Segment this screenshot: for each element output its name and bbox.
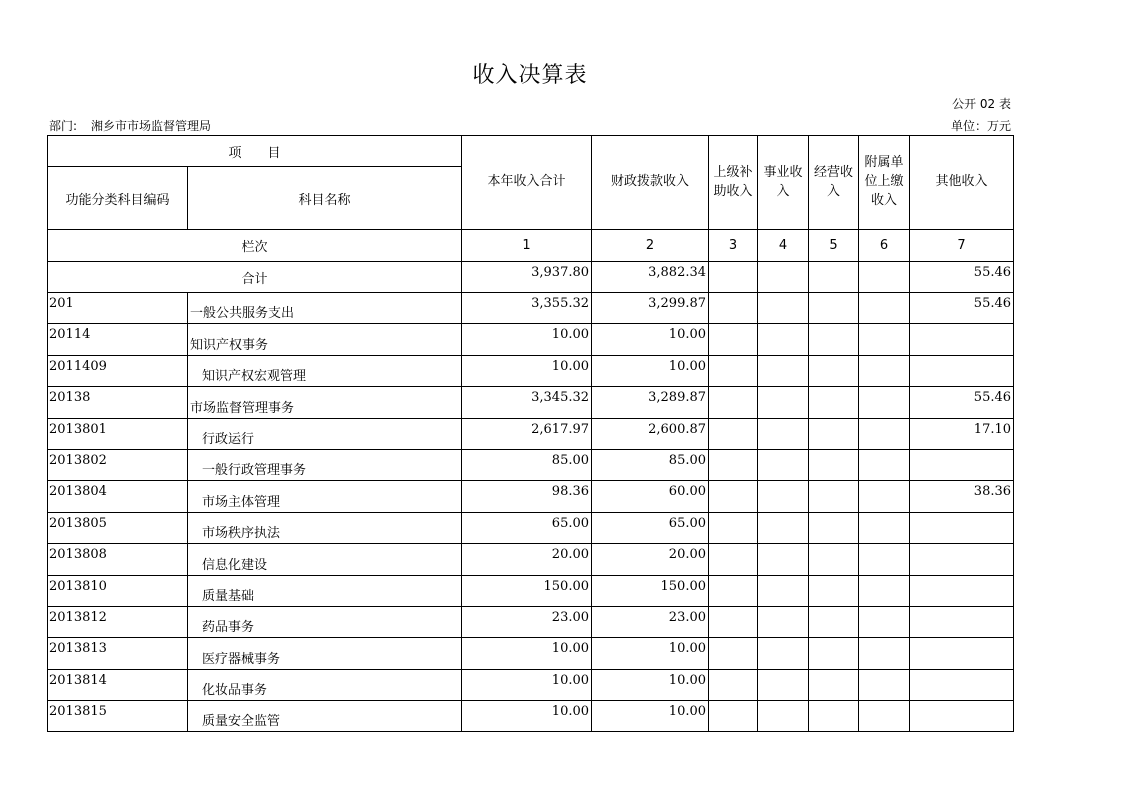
- row-col6: [859, 355, 910, 386]
- column-index-7: 7: [910, 230, 1014, 262]
- row-col6: [859, 638, 910, 669]
- row-col7: [910, 355, 1014, 386]
- subject-code: 2013805: [48, 512, 188, 543]
- subject-code: 2013801: [48, 418, 188, 449]
- header-code: 功能分类科目编码: [48, 167, 188, 230]
- subject-code: 201: [48, 293, 188, 324]
- row-col7: 38.36: [910, 481, 1014, 512]
- row-col1: 10.00: [462, 638, 592, 669]
- row-col5: [809, 701, 859, 732]
- table-row: [48, 544, 1014, 575]
- row-col7: [910, 606, 1014, 637]
- row-col1: 3,345.32: [462, 387, 592, 418]
- row-col4: [758, 355, 809, 386]
- row-col2: 150.00: [592, 575, 709, 606]
- total-col1: 3,937.80: [462, 262, 592, 293]
- row-col4: [758, 418, 809, 449]
- row-col2: 3,299.87: [592, 293, 709, 324]
- row-col5: [809, 324, 859, 355]
- row-col3: [709, 293, 758, 324]
- row-col2: 65.00: [592, 512, 709, 543]
- row-col3: [709, 387, 758, 418]
- unit-label: 单位：万元: [950, 119, 1011, 133]
- row-col4: [758, 701, 809, 732]
- subject-code: 20114: [48, 324, 188, 355]
- subject-name: 医疗器械事务: [188, 638, 462, 669]
- row-col5: [809, 418, 859, 449]
- row-col1: 150.00: [462, 575, 592, 606]
- row-col6: [859, 387, 910, 418]
- row-col6: [859, 544, 910, 575]
- row-col3: [709, 512, 758, 543]
- subject-code: 2011409: [48, 355, 188, 386]
- header-col3: 上级补助收入: [709, 136, 758, 230]
- form-number: 公开 02 表: [952, 97, 1011, 111]
- row-col5: [809, 387, 859, 418]
- subject-code: 2013813: [48, 638, 188, 669]
- row-col2: 10.00: [592, 355, 709, 386]
- subject-code: 2013808: [48, 544, 188, 575]
- table-row: [48, 449, 1014, 480]
- row-col5: [809, 638, 859, 669]
- subject-name: 市场秩序执法: [188, 512, 462, 543]
- subject-name: 知识产权事务: [188, 324, 462, 355]
- subject-code: 2013804: [48, 481, 188, 512]
- row-col7: [910, 512, 1014, 543]
- row-col7: [910, 449, 1014, 480]
- table-row: [48, 387, 1014, 418]
- total-col5: [809, 262, 859, 293]
- table-row: [48, 481, 1014, 512]
- subject-name: 一般行政管理事务: [188, 449, 462, 480]
- table-row: [48, 669, 1014, 700]
- row-col5: [809, 449, 859, 480]
- row-col5: [809, 481, 859, 512]
- total-col6: [859, 262, 910, 293]
- row-col1: 10.00: [462, 355, 592, 386]
- row-col1: 2,617.97: [462, 418, 592, 449]
- row-col2: 3,289.87: [592, 387, 709, 418]
- row-col7: [910, 544, 1014, 575]
- row-col1: 10.00: [462, 324, 592, 355]
- row-col3: [709, 324, 758, 355]
- subject-name: 市场监督管理事务: [188, 387, 462, 418]
- row-col6: [859, 418, 910, 449]
- row-col2: 10.00: [592, 638, 709, 669]
- row-col2: 85.00: [592, 449, 709, 480]
- row-col4: [758, 575, 809, 606]
- row-col3: [709, 669, 758, 700]
- total-col4: [758, 262, 809, 293]
- subject-name: 行政运行: [188, 418, 462, 449]
- row-col2: 10.00: [592, 701, 709, 732]
- department-name: 湘乡市市场监督管理局: [91, 119, 212, 133]
- header-col4: 事业收入: [758, 136, 809, 230]
- row-col2: 2,600.87: [592, 418, 709, 449]
- row-col3: [709, 701, 758, 732]
- column-index-2: 2: [592, 230, 709, 262]
- row-col4: [758, 512, 809, 543]
- row-col6: [859, 449, 910, 480]
- row-col1: 10.00: [462, 669, 592, 700]
- row-col7: 55.46: [910, 387, 1014, 418]
- subject-name: 质量基础: [188, 575, 462, 606]
- table-row: [48, 701, 1014, 732]
- row-col6: [859, 324, 910, 355]
- total-col7: 55.46: [910, 262, 1014, 293]
- table-row: [48, 355, 1014, 386]
- row-col6: [859, 481, 910, 512]
- row-col1: 65.00: [462, 512, 592, 543]
- subject-code: 2013815: [48, 701, 188, 732]
- subject-code: 2013802: [48, 449, 188, 480]
- subject-code: 20138: [48, 387, 188, 418]
- subject-name: 知识产权宏观管理: [188, 355, 462, 386]
- table-row: [48, 418, 1014, 449]
- header-col1: 本年收入合计: [462, 136, 592, 230]
- table-row: [48, 324, 1014, 355]
- row-col4: [758, 606, 809, 637]
- column-index-1: 1: [462, 230, 592, 262]
- row-col1: 3,355.32: [462, 293, 592, 324]
- subject-code: 2013812: [48, 606, 188, 637]
- row-col5: [809, 575, 859, 606]
- department-line: [49, 117, 211, 134]
- row-col7: [910, 324, 1014, 355]
- header-col2: 财政拨款收入: [592, 136, 709, 230]
- row-col7: [910, 669, 1014, 700]
- header-name: 科目名称: [188, 167, 462, 230]
- row-col6: [859, 606, 910, 637]
- table-row: [48, 575, 1014, 606]
- header-item: 项 目: [48, 136, 462, 167]
- row-col7: 17.10: [910, 418, 1014, 449]
- row-col4: [758, 669, 809, 700]
- row-col6: [859, 701, 910, 732]
- row-col3: [709, 355, 758, 386]
- row-col1: 85.00: [462, 449, 592, 480]
- column-index-label: 栏次: [48, 230, 462, 262]
- row-col6: [859, 512, 910, 543]
- row-col2: 10.00: [592, 669, 709, 700]
- row-col4: [758, 544, 809, 575]
- row-col1: 20.00: [462, 544, 592, 575]
- row-col5: [809, 512, 859, 543]
- total-col2: 3,882.34: [592, 262, 709, 293]
- subject-name: 一般公共服务支出: [188, 293, 462, 324]
- row-col2: 10.00: [592, 324, 709, 355]
- subject-name: 药品事务: [188, 606, 462, 637]
- column-index-4: 4: [758, 230, 809, 262]
- subject-name: 质量安全监管: [188, 701, 462, 732]
- subject-name: 市场主体管理: [188, 481, 462, 512]
- row-col4: [758, 324, 809, 355]
- row-col1: 98.36: [462, 481, 592, 512]
- table-row: [48, 293, 1014, 324]
- row-col3: [709, 544, 758, 575]
- row-col5: [809, 355, 859, 386]
- row-col7: [910, 638, 1014, 669]
- row-col3: [709, 606, 758, 637]
- income-table: [47, 135, 1014, 732]
- subject-code: 2013810: [48, 575, 188, 606]
- total-label: 合计: [48, 262, 462, 293]
- row-col3: [709, 449, 758, 480]
- table-row: [48, 606, 1014, 637]
- row-col6: [859, 575, 910, 606]
- row-col7: [910, 575, 1014, 606]
- column-index-6: 6: [859, 230, 910, 262]
- page-title: 收入决算表: [472, 63, 588, 88]
- row-col6: [859, 669, 910, 700]
- row-col5: [809, 669, 859, 700]
- department-label: 部门:: [49, 119, 78, 133]
- row-col4: [758, 449, 809, 480]
- row-col4: [758, 638, 809, 669]
- row-col5: [809, 544, 859, 575]
- row-col4: [758, 387, 809, 418]
- row-col3: [709, 575, 758, 606]
- column-index-5: 5: [809, 230, 859, 262]
- row-col1: 10.00: [462, 701, 592, 732]
- row-col2: 20.00: [592, 544, 709, 575]
- row-col3: [709, 418, 758, 449]
- row-col2: 23.00: [592, 606, 709, 637]
- column-index-3: 3: [709, 230, 758, 262]
- row-col5: [809, 293, 859, 324]
- row-col3: [709, 638, 758, 669]
- table-row: [48, 512, 1014, 543]
- row-col4: [758, 293, 809, 324]
- total-col3: [709, 262, 758, 293]
- row-col1: 23.00: [462, 606, 592, 637]
- subject-name: 化妆品事务: [188, 669, 462, 700]
- subject-name: 信息化建设: [188, 544, 462, 575]
- subject-code: 2013814: [48, 669, 188, 700]
- row-col6: [859, 293, 910, 324]
- row-col5: [809, 606, 859, 637]
- row-col4: [758, 481, 809, 512]
- row-col7: [910, 701, 1014, 732]
- row-col7: 55.46: [910, 293, 1014, 324]
- header-col7: 其他收入: [910, 136, 1014, 230]
- row-col2: 60.00: [592, 481, 709, 512]
- row-col3: [709, 481, 758, 512]
- header-col6: 附属单位上缴收入: [859, 136, 910, 230]
- header-col5: 经营收入: [809, 136, 859, 230]
- table-row: [48, 638, 1014, 669]
